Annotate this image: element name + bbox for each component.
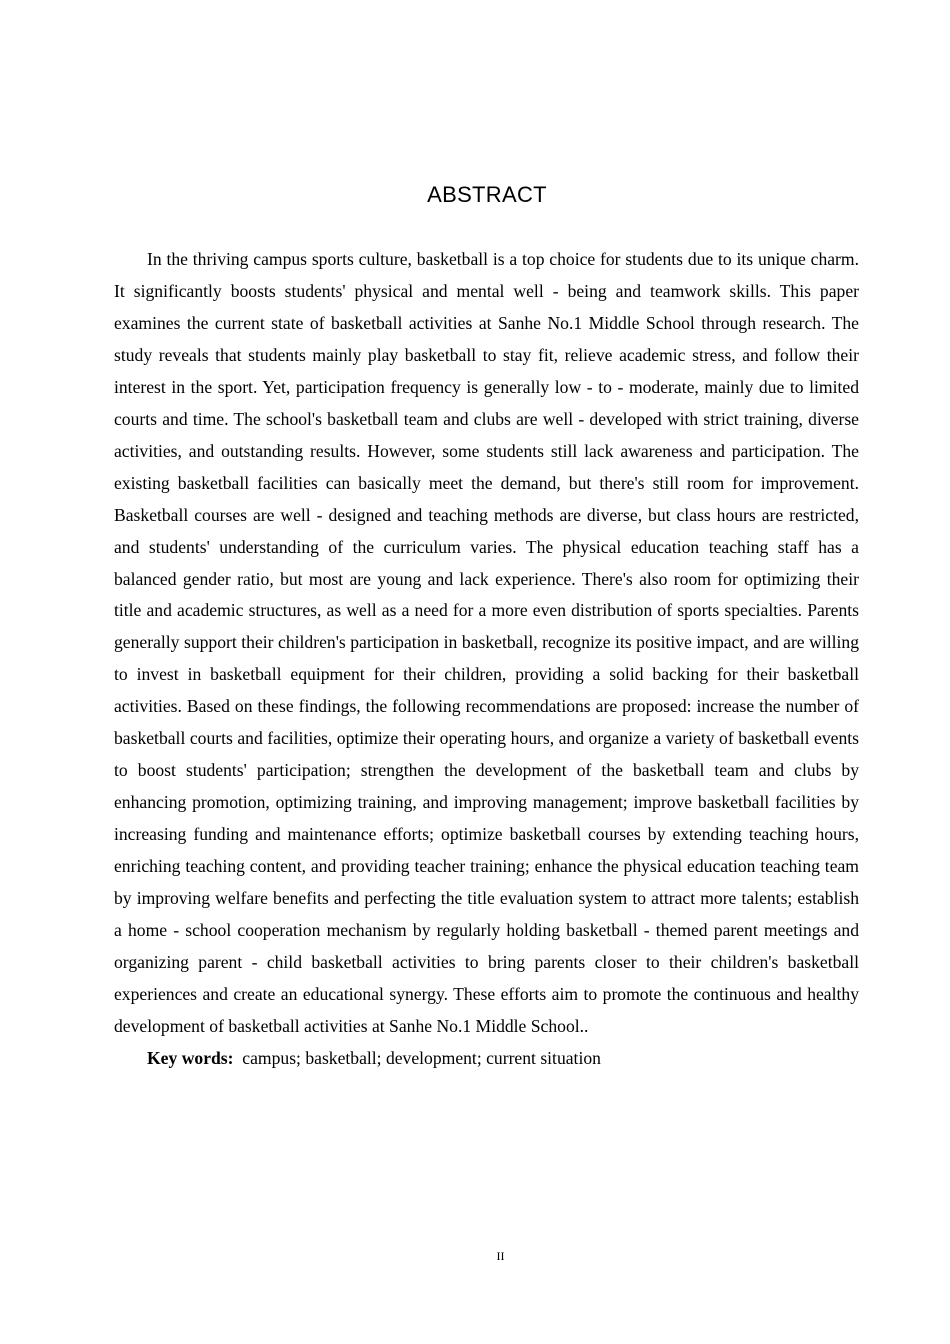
keywords-label: Key words: [147, 1047, 234, 1068]
keywords-line [114, 1043, 859, 1075]
keywords-text: campus; basketball; development; current situation [237, 1047, 601, 1068]
abstract-body [114, 244, 859, 1075]
abstract-paragraph: In the thriving campus sports culture, basketball is a top choice for students due to its unique charm. It significantly boosts students' physical and mental well - being and teamwork skills. This paper examines the current state of basketball activities at Sanhe No.1 Middle School through research. The study reveals that students mainly play basketball to stay fit, relieve academic stress, and follow their interest in the sport. Yet, participation frequency is generally low - to - moderate, mainly due to limited courts and time. The school's basketball team and clubs are well - developed with strict training, diverse activities, and outstanding results. However, some students still lack awareness and participation. The existing basketball facilities can basically meet the demand, but there's still room for improvement. Basketball courses are well - designed and teaching methods are diverse, but class hours are restricted, and students' understanding of the curriculum varies. The physical education teaching staff has a balanced gender ratio, but most are young and lack experience. There's also room for optimizing their title and academic structures, as well as a need for a more even distribution of sports specialties. Parents generally support their children's participation in basketball, recognize its positive impact, and are willing to invest in basketball equipment for their children, providing a solid backing for their basketball activities. Based on these findings, the following recommendations are proposed: increase the number of basketball courts and facilities, optimize their operating hours, and organize a variety of basketball events to boost students' participation; strengthen the development of the basketball team and clubs by enhancing promotion, optimizing training, and improving management; improve basketball facilities by increasing funding and maintenance efforts; optimize basketball courses by extending teaching hours, enriching teaching content, and providing teacher training; enhance the physical education teaching team by improving welfare benefits and perfecting the title evaluation system to attract more talents; establish a home - school cooperation mechanism by regularly holding basketball - themed parent meetings and organizing parent - child basketball activities to bring parents closer to their children's basketball experiences and create an educational synergy. These efforts aim to promote the continuous and healthy development of basketball activities at Sanhe No.1 Middle School.. [114, 249, 859, 1036]
page-number: II [496, 1249, 505, 1263]
page-title: ABSTRACT [427, 182, 547, 207]
